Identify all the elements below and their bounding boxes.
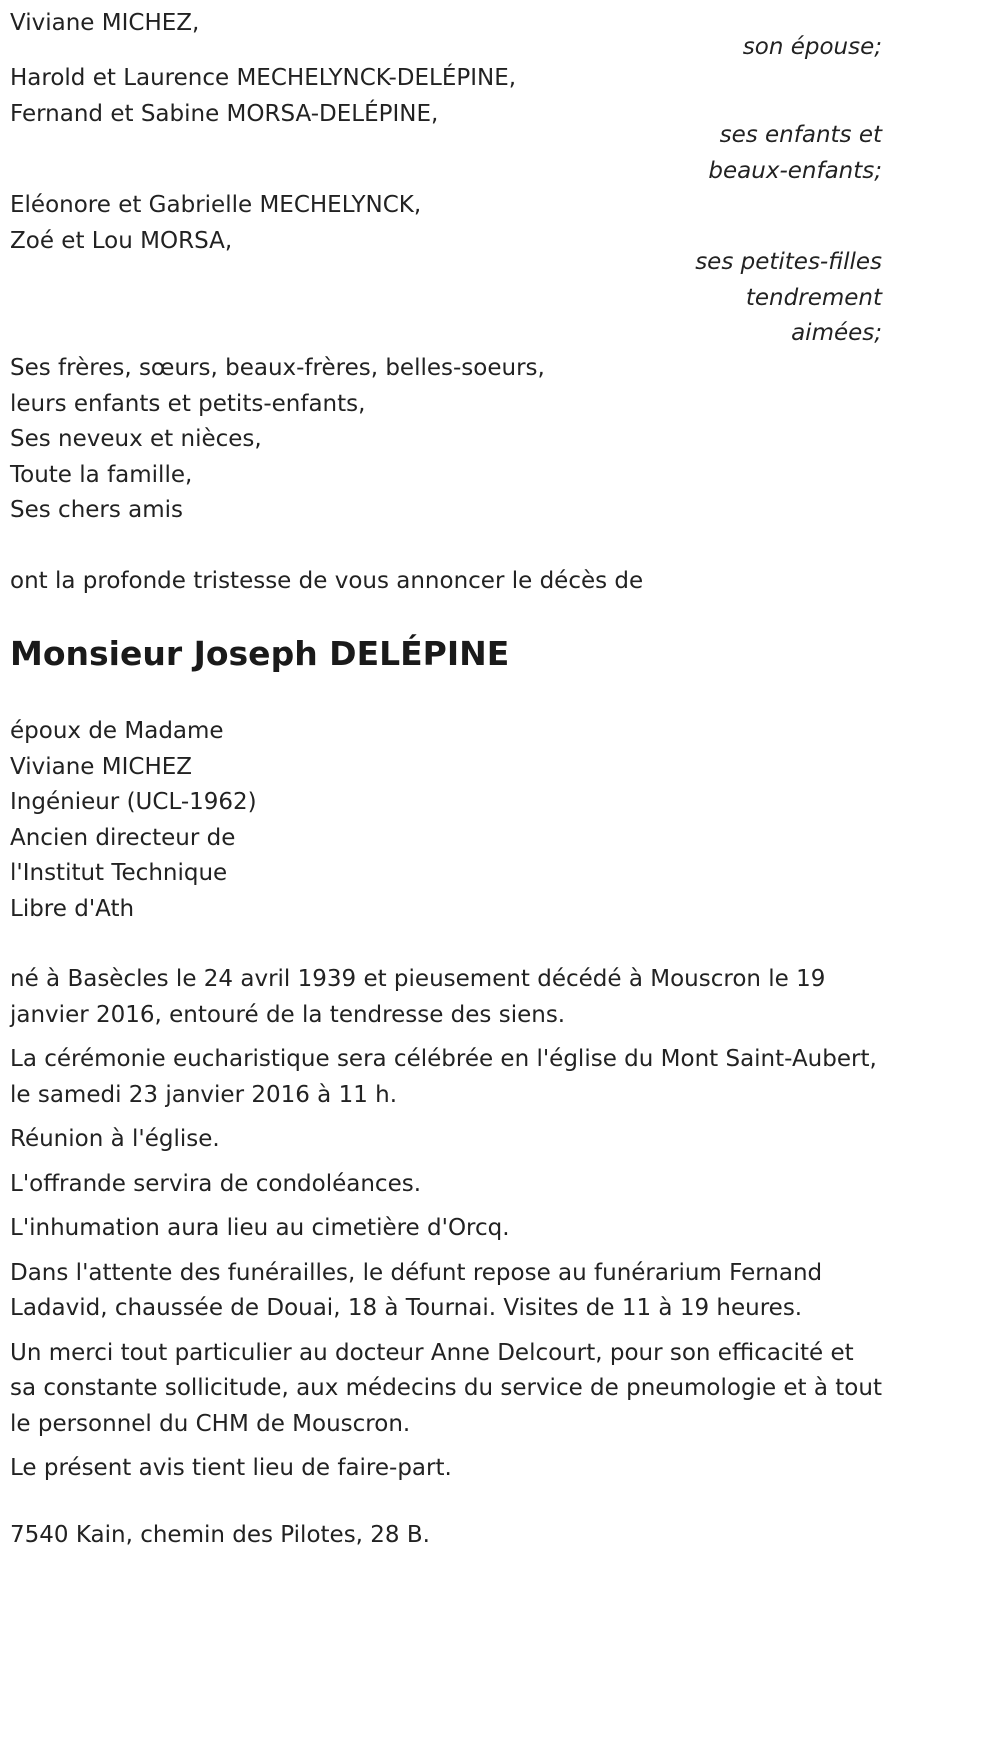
relation-line: tendrement bbox=[745, 284, 882, 311]
deceased-name: Monsieur Joseph DELÉPINE bbox=[10, 634, 510, 673]
info-line: Ingénieur (UCL-1962) bbox=[10, 789, 257, 815]
child-name: Fernand et Sabine MORSA-DELÉPINE, bbox=[10, 100, 439, 127]
children-group bbox=[10, 61, 882, 184]
children-relation bbox=[622, 118, 882, 189]
relation-line: ses enfants et bbox=[719, 122, 882, 148]
family-address: 7540 Kain, chemin des Pilotes, 28 B. bbox=[10, 1522, 430, 1548]
other-family-names bbox=[10, 351, 882, 529]
grandchild-name: Zoé et Lou MORSA, bbox=[10, 227, 233, 254]
info-line: Libre d'Ath bbox=[10, 895, 135, 922]
family-line: Ses chers amis bbox=[10, 497, 184, 523]
funeral-home-paragraph: Dans l'attente des funérailles, le défunt repose au funérarium Fernand Ladavid, chaussée de Douai, 18 à Tournai. Visites de 11 à 19 heures. bbox=[10, 1259, 823, 1321]
other-family-group bbox=[10, 351, 882, 529]
wife-group bbox=[10, 6, 882, 60]
relation-line: beaux-enfants; bbox=[708, 157, 882, 184]
grandchildren-group bbox=[10, 188, 882, 346]
thanks-paragraph: Un merci tout particulier au docteur Anne Delcourt, pour son efficacité et sa constante sollicitude, aux médecins du service de pneumologie et à tout le personnel du CHM de Mouscron. bbox=[10, 1339, 882, 1437]
info-line: Ancien directeur de bbox=[10, 824, 236, 851]
offering-paragraph: L'offrande servira de condoléances. bbox=[10, 1170, 422, 1197]
birth-death-paragraph: né à Basècles le 24 avril 1939 et pieusement décédé à Mouscron le 19 janvier 2016, entouré de la tendresse des siens. bbox=[10, 966, 826, 1028]
deceased-info bbox=[10, 714, 257, 927]
info-line: l'Institut Technique bbox=[10, 860, 228, 886]
funeral-details bbox=[10, 962, 882, 1496]
family-line: Ses frères, sœurs, beaux-frères, belles-soeurs, bbox=[10, 355, 545, 381]
wife-name: Viviane MICHEZ, bbox=[10, 10, 200, 36]
child-name: Harold et Laurence MECHELYNCK-DELÉPINE, bbox=[10, 65, 517, 91]
relation-line: ses petites-filles bbox=[695, 249, 882, 275]
family-line: Ses neveux et nièces, bbox=[10, 426, 262, 452]
meeting-paragraph: Réunion à l'église. bbox=[10, 1126, 220, 1152]
grandchildren-relation bbox=[622, 245, 882, 352]
family-line: Toute la famille, bbox=[10, 461, 193, 488]
announcement-text: ont la profonde tristesse de vous annoncer le décès de bbox=[10, 568, 644, 594]
ceremony-paragraph: La cérémonie eucharistique sera célébrée en l'église du Mont Saint-Aubert, le samedi 23 janvier 2016 à 11 h. bbox=[10, 1046, 877, 1108]
notice-paragraph: Le présent avis tient lieu de faire-part. bbox=[10, 1455, 452, 1481]
burial-paragraph: L'inhumation aura lieu au cimetière d'Orcq. bbox=[10, 1215, 510, 1241]
info-line: époux de Madame bbox=[10, 718, 224, 744]
relation-line: aimées; bbox=[791, 320, 882, 346]
wife-relation: son épouse; bbox=[742, 34, 882, 60]
info-line: Viviane MICHEZ bbox=[10, 753, 193, 780]
family-line: leurs enfants et petits-enfants, bbox=[10, 390, 366, 417]
grandchild-name: Eléonore et Gabrielle MECHELYNCK, bbox=[10, 192, 422, 218]
